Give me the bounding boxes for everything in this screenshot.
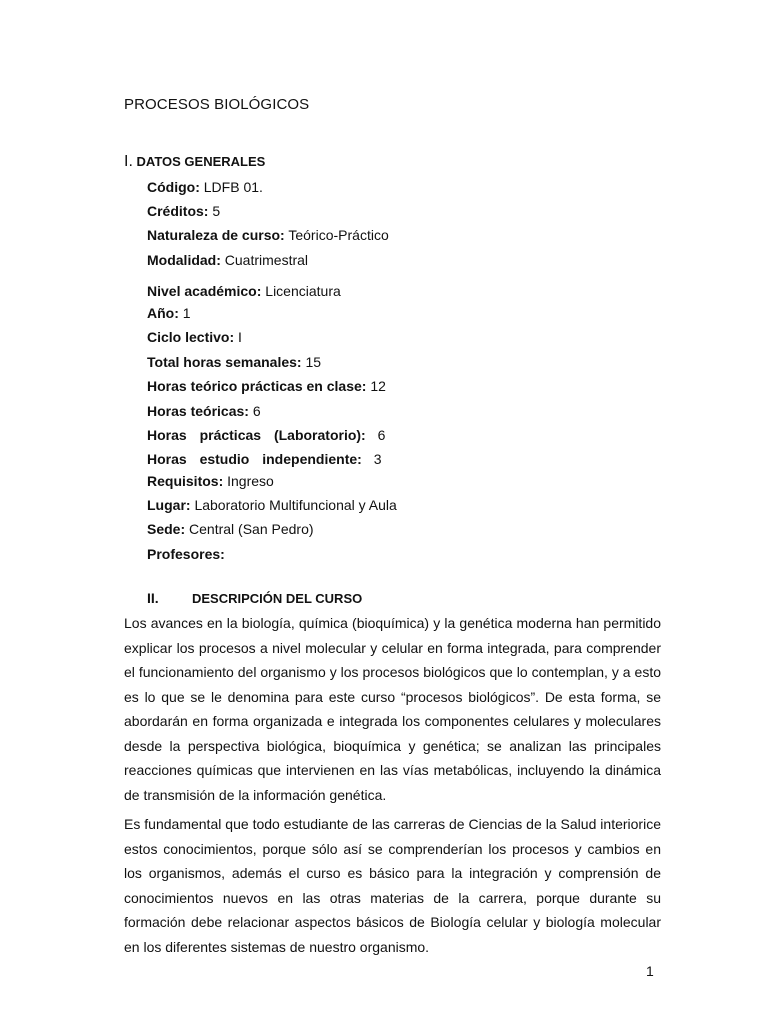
field-label: Año:: [147, 305, 179, 321]
field-value: Cuatrimestral: [224, 252, 309, 268]
field-total-horas: [147, 353, 321, 371]
field-value: 6: [252, 403, 261, 419]
field-label: Horas estudio independiente:: [147, 451, 362, 467]
field-codigo: [147, 178, 263, 196]
field-horas-teoricas: [147, 402, 261, 420]
field-label: Créditos:: [147, 203, 209, 219]
field-label: Modalidad:: [147, 252, 221, 268]
field-label: Lugar:: [147, 497, 191, 513]
field-value: 12: [370, 378, 386, 394]
description-paragraph: Los avances en la biología, química (bioquímica) y la genética moderna han permitido explicar los procesos a nivel molecular y celular en forma integrada, para comprender el funcionamiento del organismo y los procesos biológicos que lo contemplan, y a esto es lo que se le denomina para este curso “procesos biológicos”. De esta forma, se abordarán en forma organizada e integrada los componentes celulares y moleculares desde la perspectiva biológica, bioquímica y genética; se analizan las principales reacciones químicas que intervienen en las vías metabólicas, incluyendo la dinámica de transmisión de la información genética.: [124, 615, 661, 803]
field-nivel-academico: [147, 282, 341, 300]
field-value: 1: [182, 305, 191, 321]
field-label: Profesores:: [147, 546, 225, 562]
description-paragraph: Es fundamental que todo estudiante de las carreras de Ciencias de la Salud interiorice estos conocimientos, porque sólo así se comprenderían los procesos y cambios en los organismos, además el curso es básico para la integración y comprensión de conocimientos nuevos en las otras materias de la carrera, porque durante su formación debe relacionar aspectos básicos de Biología celular y biología molecular en los diferentes sistemas de nuestro organismo.: [124, 816, 661, 955]
field-horas-practicas: [147, 426, 385, 444]
field-horas-estudio: [147, 450, 382, 468]
field-label: Horas teóricas:: [147, 403, 249, 419]
document-title: PROCESOS BIOLÓGICOS: [124, 96, 310, 113]
field-naturaleza: [147, 226, 389, 244]
field-lugar: [147, 496, 397, 514]
field-label: Horas teórico prácticas en clase:: [147, 378, 367, 394]
field-value: Ingreso: [227, 473, 274, 489]
field-modalidad: [147, 251, 308, 269]
field-creditos: [147, 202, 220, 220]
field-label: Nivel académico:: [147, 283, 262, 299]
field-ano: [147, 304, 191, 322]
section-heading-descripcion: [147, 590, 362, 606]
field-horas-teorico-practicas: [147, 377, 386, 395]
field-label: Total horas semanales:: [147, 354, 302, 370]
page-number: 1: [646, 963, 654, 979]
field-label: Horas prácticas (Laboratorio):: [147, 427, 366, 443]
field-value: 6: [377, 427, 386, 443]
field-label: Código:: [147, 179, 200, 195]
field-value: Central (San Pedro): [189, 521, 314, 537]
field-sede: [147, 520, 314, 538]
field-value: 3: [373, 451, 382, 467]
field-label: Ciclo lectivo:: [147, 329, 235, 345]
field-value: 5: [212, 203, 221, 219]
field-value: Licenciatura: [265, 283, 341, 299]
field-value: I: [238, 329, 242, 345]
field-value: LDFB 01.: [203, 179, 263, 195]
field-label: Naturaleza de curso:: [147, 227, 285, 243]
field-value: 15: [305, 354, 322, 370]
section-title: DATOS GENERALES: [136, 154, 266, 169]
field-ciclo-lectivo: [147, 328, 242, 346]
section-heading-datos-generales: [124, 153, 265, 171]
field-value: Teórico-Práctico: [288, 227, 389, 243]
section-number: I.: [124, 153, 133, 170]
field-profesores: [147, 545, 225, 563]
field-label: Requisitos:: [147, 473, 224, 489]
field-value: Laboratorio Multifuncional y Aula: [194, 497, 397, 513]
section-number: II.: [147, 590, 159, 606]
section-title: DESCRIPCIÓN DEL CURSO: [192, 591, 363, 606]
field-label: Sede:: [147, 521, 186, 537]
field-requisitos: [147, 472, 274, 490]
